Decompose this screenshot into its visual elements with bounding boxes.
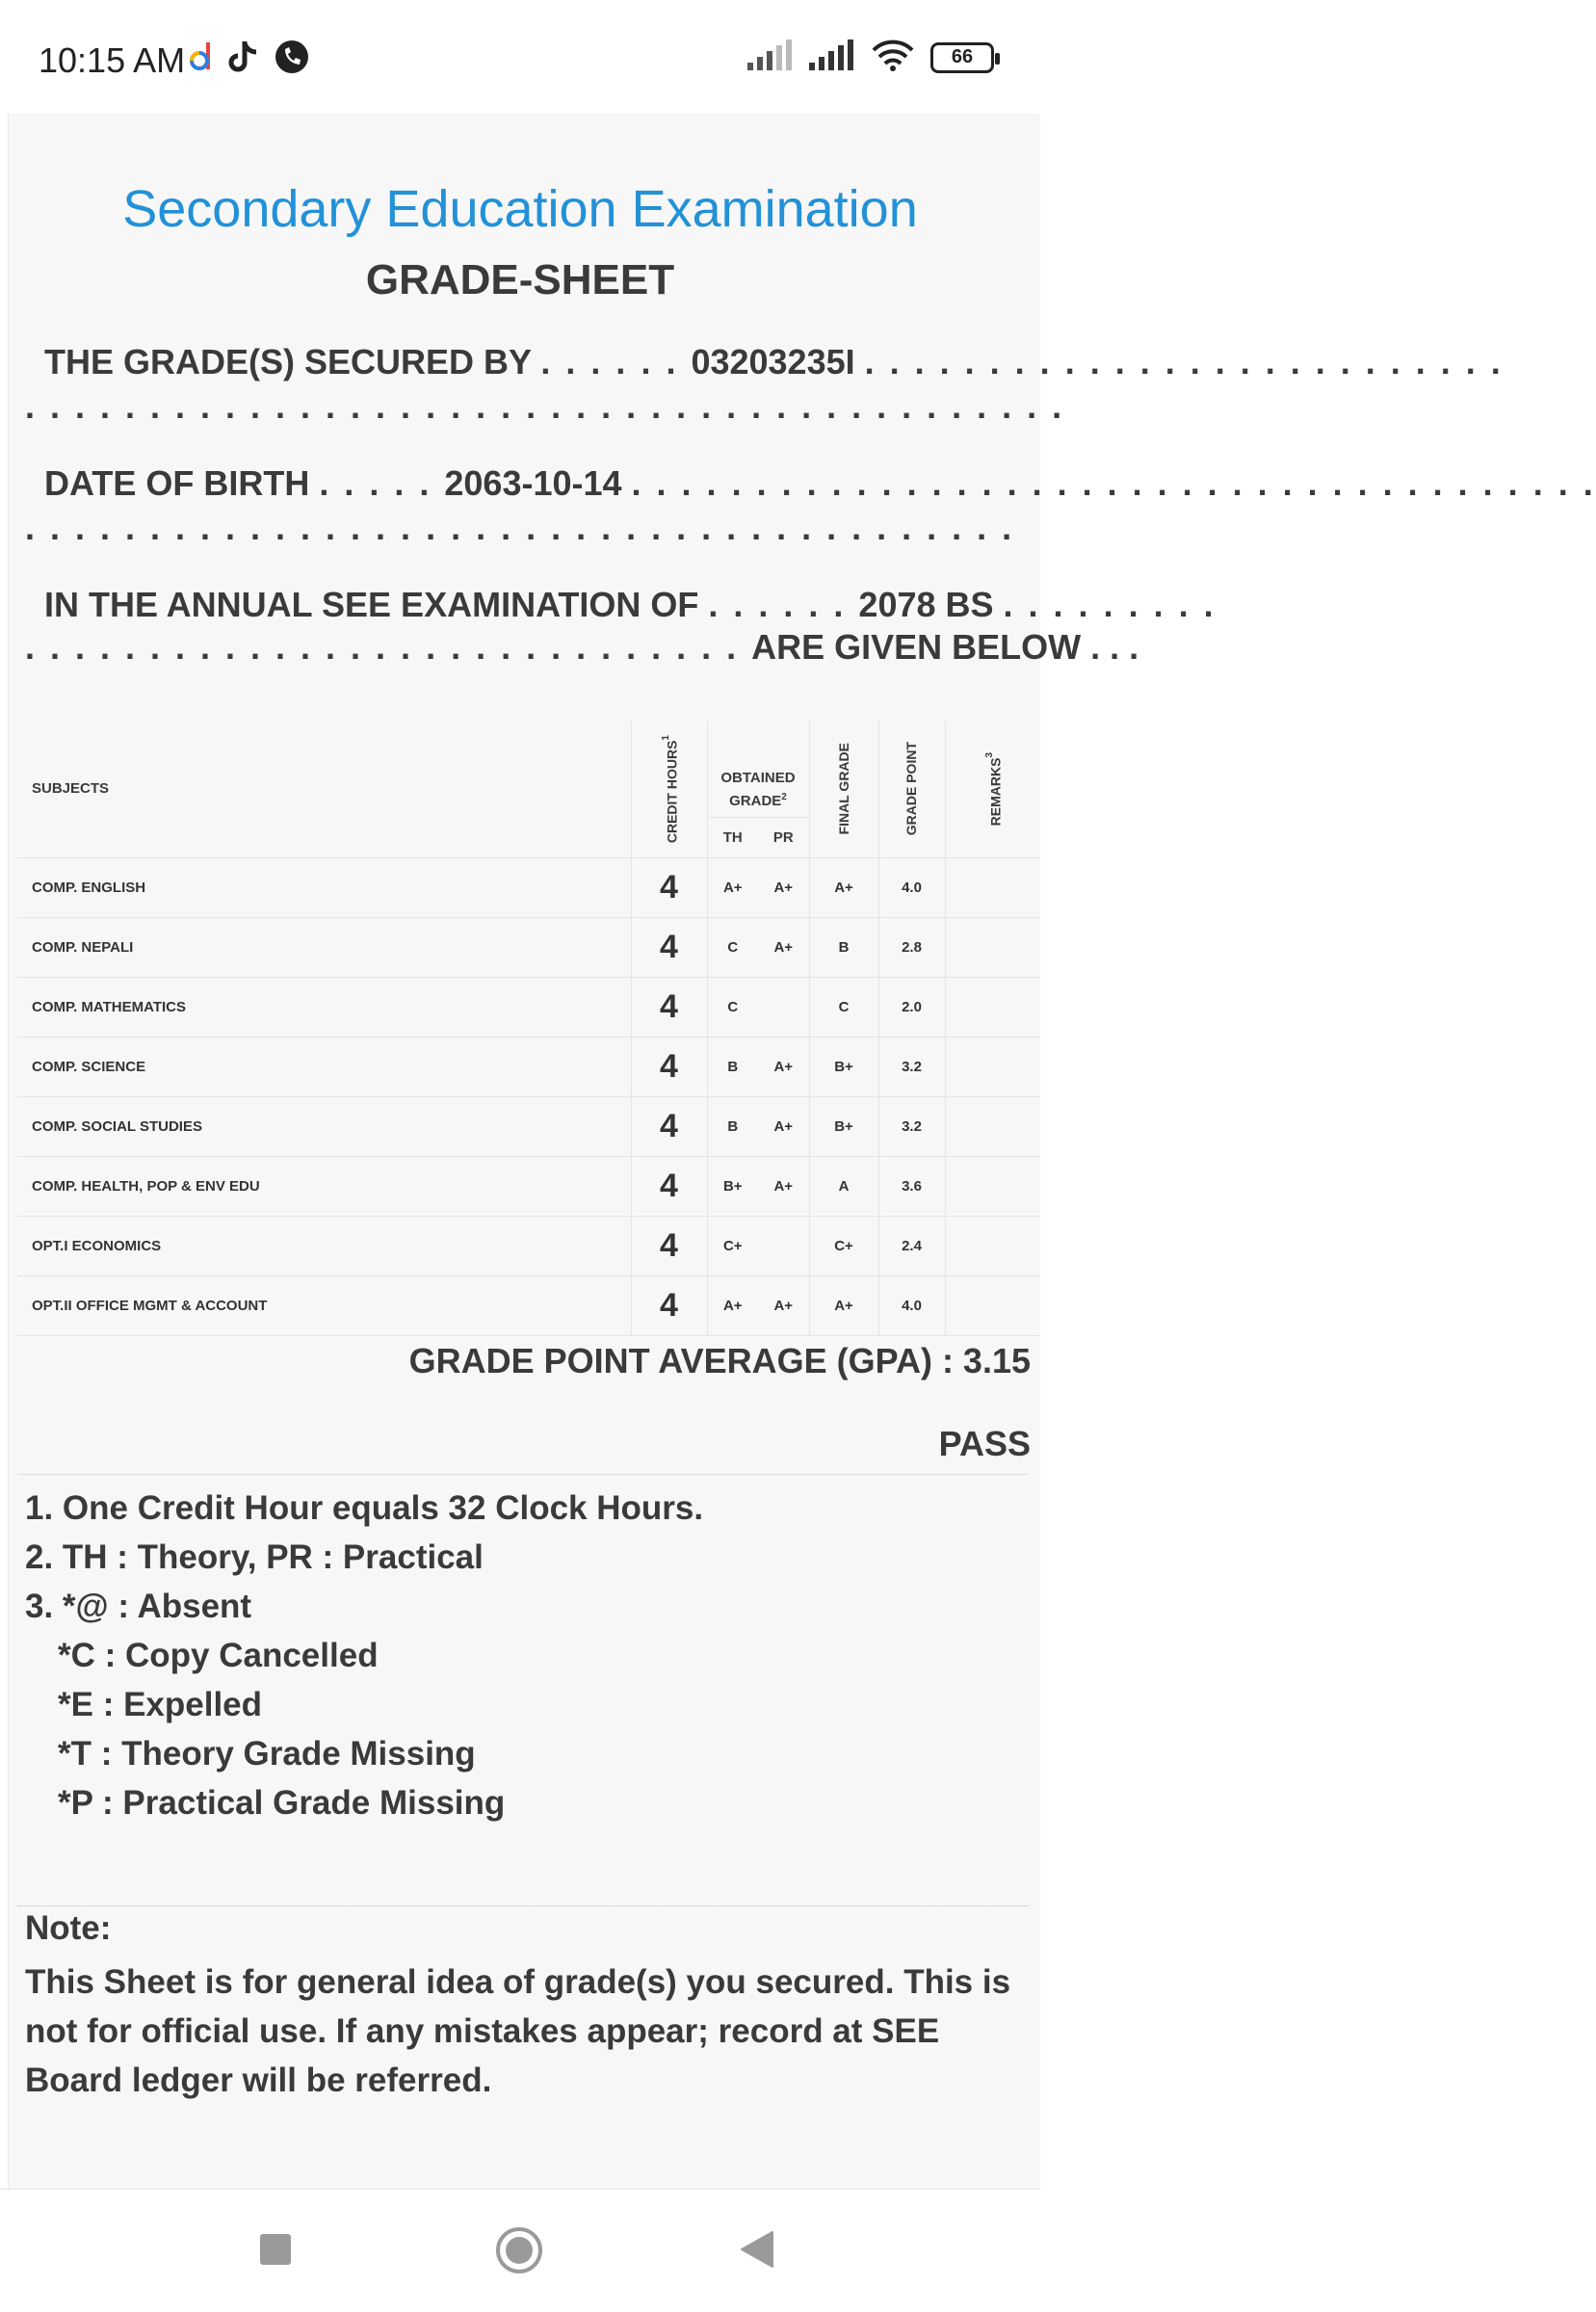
theory-grade-cell: B+ [707, 1156, 758, 1216]
header-final-grade-label: FINAL GRADE [835, 743, 851, 835]
practical-grade-cell: A+ [758, 1037, 809, 1096]
header-grade-point-label: GRADE POINT [903, 742, 919, 836]
remarks-cell [945, 1216, 1040, 1275]
final-grade-cell: B [809, 917, 878, 977]
credit-hours-cell: 4 [631, 977, 707, 1037]
header-subjects [17, 721, 631, 857]
dob-line: DATE OF BIRTH . . . . . 2063-10-14 . . . . . . . . . . . . . . . . . . . . . . . . . . . . . . . . . . . . . . . [44, 463, 1596, 503]
navigation-bar [0, 2189, 1040, 2312]
theory-grade-cell: C [707, 917, 758, 977]
divider [17, 1474, 1029, 1475]
table-row [17, 977, 1040, 1037]
grade-point-cell: 3.2 [878, 1037, 945, 1096]
legend-line-1: 1. One Credit Hour equals 32 Clock Hours. [25, 1489, 704, 1527]
legend-line-3: 3. *@ : Absent [25, 1588, 252, 1625]
remarks-cell [945, 857, 1040, 917]
result-status: PASS [938, 1424, 1031, 1463]
exam-suffix: ARE GIVEN BELOW . . . [751, 627, 1139, 667]
header-credit-hours [631, 721, 707, 857]
note-body: This Sheet is for general idea of grade(s) you secured. This is not for official use. If any mistakes appear; record at SEE Board ledger will be referred. [25, 1963, 1011, 2099]
battery-icon [930, 42, 994, 73]
header-credit-sup: 1 [660, 734, 671, 741]
header-remarks-label: REMARKS [987, 757, 1004, 826]
subject-cell: COMP. SCIENCE [17, 1037, 631, 1096]
grades-table [17, 721, 1040, 1336]
home-circle-icon[interactable] [495, 2226, 543, 2279]
header-remarks [945, 721, 1040, 857]
subject-cell: COMP. SOCIAL STUDIES [17, 1096, 631, 1156]
final-grade-cell: C [809, 977, 878, 1037]
remarks-cell [945, 1096, 1040, 1156]
header-grade-point [878, 721, 945, 857]
header-obtained-grade-label: OBTAINED GRADE [720, 769, 796, 809]
legend-line-2: 2. TH : Theory, PR : Practical [25, 1538, 484, 1576]
header-credit-hours-label: CREDIT HOURS [664, 740, 680, 843]
legend [25, 1484, 703, 1827]
remarks-cell [945, 1037, 1040, 1096]
subject-cell: COMP. NEPALI [17, 917, 631, 977]
dob-dots: . . . . . . . . . . . . . . . . . . . . . . . . . . . . . . . . . . . . . . . . [25, 508, 1015, 547]
credit-hours-cell: 4 [631, 1037, 707, 1096]
practical-grade-cell: A+ [758, 1156, 809, 1216]
grade-point-cell: 3.6 [878, 1156, 945, 1216]
dob-value: 2063-10-14 [444, 463, 622, 503]
exam-dots: . . . . . . . . . . . . . . . . . . . . . . . . . . . . . ARE GIVEN BELOW . . . [25, 627, 1139, 667]
remarks-cell [945, 1156, 1040, 1216]
remarks-cell [945, 917, 1040, 977]
table-row [17, 1037, 1040, 1096]
table-row [17, 857, 1040, 917]
signal-icon [809, 39, 855, 75]
back-triangle-icon[interactable] [740, 2230, 776, 2273]
header-th-label: TH [722, 828, 743, 846]
status-right-icons [747, 39, 994, 76]
theory-grade-cell: A+ [707, 1275, 758, 1335]
practical-grade-cell [758, 977, 809, 1037]
wifi-icon [871, 39, 915, 76]
secured-by-value: 03203235I [691, 342, 855, 381]
exam-value: 2078 BS [858, 585, 994, 624]
credit-hours-cell: 4 [631, 917, 707, 977]
theory-grade-cell: B [707, 1037, 758, 1096]
practical-grade-cell: A+ [758, 917, 809, 977]
practical-grade-cell [758, 1216, 809, 1275]
remarks-cell [945, 977, 1040, 1037]
secured-by-line: THE GRADE(S) SECURED BY . . . . . . 03203235I . . . . . . . . . . . . . . . . . . . . . . . . . . [44, 342, 1504, 381]
exam-label: IN THE ANNUAL SEE EXAMINATION OF [44, 585, 699, 624]
header-pr [758, 817, 809, 857]
grade-point-cell: 4.0 [878, 857, 945, 917]
practical-grade-cell: A+ [758, 1096, 809, 1156]
table-row [17, 1275, 1040, 1335]
dob-label: DATE OF BIRTH [44, 463, 310, 503]
header-subjects-label: SUBJECTS [32, 780, 110, 798]
header-final-grade [809, 721, 878, 857]
subject-cell: COMP. ENGLISH [17, 857, 631, 917]
legend-line-4: *C : Copy Cancelled [58, 1637, 379, 1674]
practical-grade-cell: A+ [758, 1275, 809, 1335]
credit-hours-cell: 4 [631, 1275, 707, 1335]
gpa-value: GRADE POINT AVERAGE (GPA) : 3.15 [408, 1341, 1031, 1380]
subject-cell: COMP. MATHEMATICS [17, 977, 631, 1037]
credit-hours-cell: 4 [631, 1156, 707, 1216]
table-row [17, 1216, 1040, 1275]
tiktok-icon [227, 39, 260, 79]
header-pr-label: PR [772, 828, 794, 846]
final-grade-cell: B+ [809, 1037, 878, 1096]
secured-by-label: THE GRADE(S) SECURED BY [44, 342, 532, 381]
battery-level: 66 [951, 46, 974, 67]
app-d-icon [189, 40, 214, 78]
header-obtained-grade [707, 721, 809, 817]
recents-square-icon[interactable] [258, 2232, 293, 2272]
final-grade-cell: A+ [809, 857, 878, 917]
grade-point-cell: 4.0 [878, 1275, 945, 1335]
final-grade-cell: B+ [809, 1096, 878, 1156]
exam-line: IN THE ANNUAL SEE EXAMINATION OF . . . . . . 2078 BS . . . . . . . . . [44, 585, 1217, 624]
theory-grade-cell: C [707, 977, 758, 1037]
theory-grade-cell: C+ [707, 1216, 758, 1275]
header-obtained-sup: 2 [781, 791, 787, 802]
note-divider [17, 1905, 1029, 1906]
practical-grade-cell: A+ [758, 857, 809, 917]
subject-cell: OPT.I ECONOMICS [17, 1216, 631, 1275]
final-grade-cell: C+ [809, 1216, 878, 1275]
sheet-title: GRADE-SHEET [365, 256, 675, 303]
table-row [17, 1156, 1040, 1216]
status-left-icons [189, 39, 310, 80]
legend-line-6: *T : Theory Grade Missing [58, 1735, 476, 1773]
grade-point-cell: 2.8 [878, 917, 945, 977]
credit-hours-cell: 4 [631, 1216, 707, 1275]
theory-grade-cell: A+ [707, 857, 758, 917]
credit-hours-cell: 4 [631, 1096, 707, 1156]
remarks-cell [945, 1275, 1040, 1335]
secured-by-dots: . . . . . . . . . . . . . . . . . . . . . . . . . . . . . . . . . . . . . . . . . . [25, 386, 1065, 426]
grade-rows [17, 857, 1040, 1335]
grade-point-cell: 2.0 [878, 977, 945, 1037]
exam-title: Secondary Education Examination [122, 180, 918, 238]
header-th [707, 817, 758, 857]
signal-icon [747, 39, 794, 75]
grade-point-cell: 2.4 [878, 1216, 945, 1275]
grade-point-cell: 3.2 [878, 1096, 945, 1156]
header-remarks-sup: 3 [983, 751, 995, 758]
subject-cell: COMP. HEALTH, POP & ENV EDU [17, 1156, 631, 1216]
final-grade-cell: A+ [809, 1275, 878, 1335]
legend-line-7: *P : Practical Grade Missing [58, 1784, 506, 1822]
status-bar [0, 0, 1040, 114]
status-time: 10:15 AM [39, 40, 186, 80]
table-row [17, 917, 1040, 977]
final-grade-cell: A [809, 1156, 878, 1216]
table-row [17, 1096, 1040, 1156]
credit-hours-cell: 4 [631, 857, 707, 917]
subject-cell: OPT.II OFFICE MGMT & ACCOUNT [17, 1275, 631, 1335]
theory-grade-cell: B [707, 1096, 758, 1156]
note-title: Note: [25, 1909, 112, 1947]
legend-line-5: *E : Expelled [58, 1686, 263, 1723]
whatsapp-icon [274, 39, 310, 80]
